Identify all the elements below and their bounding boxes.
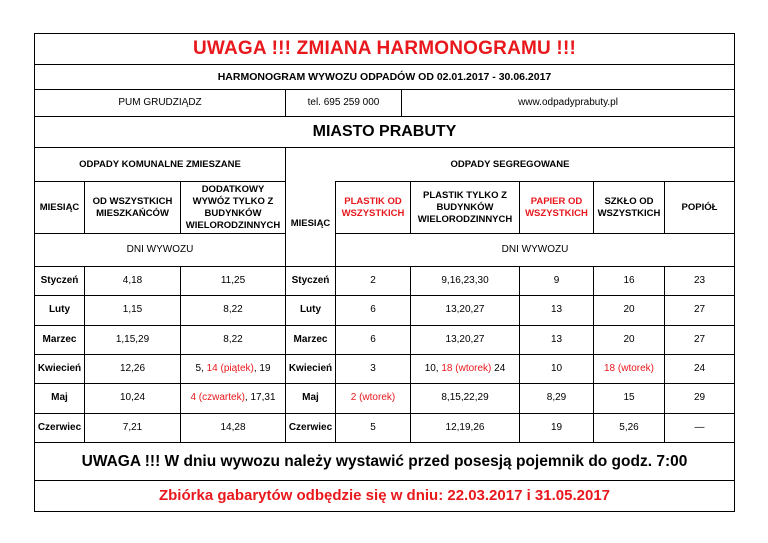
cell-text: 13 xyxy=(550,304,563,316)
ash-cell xyxy=(665,326,734,354)
plastic-multifamily-cell xyxy=(411,267,520,295)
glass-all-cell xyxy=(594,326,665,354)
cell-text: 24 xyxy=(693,363,706,375)
cell-text: 27 xyxy=(693,333,706,345)
cell-text: 11,25 xyxy=(220,275,246,287)
cell-text: 1,15,29 xyxy=(115,333,150,345)
plastic-multifamily-cell xyxy=(411,355,520,383)
city-row xyxy=(35,117,734,148)
cell-text: 20 xyxy=(623,333,635,345)
plastic-multifamily-cell xyxy=(411,326,520,354)
cell-text: 13,20,27 xyxy=(445,333,485,345)
bulky-collection-text: Zbiórka gabarytów odbędzie się w dniu: 22.03.2017 i 31.05.2017 xyxy=(158,487,611,504)
header-paper-all: PAPIER OD WSZYSTKICH xyxy=(520,181,594,233)
cell-text: 15 xyxy=(623,392,635,404)
plastic-all-cell xyxy=(336,267,411,295)
header-all-residents: OD WSZYSTKICH MIESZKAŃCÓW xyxy=(85,181,181,233)
cell-text: 4,18 xyxy=(122,275,143,287)
plastic-multifamily-cell xyxy=(411,414,520,442)
glass-all-cell xyxy=(594,267,665,295)
table-row xyxy=(35,267,734,296)
month-right-cell: Maj xyxy=(286,384,336,412)
month-cell: Styczeń xyxy=(35,267,85,295)
month-right-cell: Luty xyxy=(286,296,336,324)
all-residents-cell xyxy=(85,355,181,383)
plastic-all-cell xyxy=(336,326,411,354)
cell-text: 5,26 xyxy=(619,421,639,433)
extra-multifamily-cell xyxy=(181,384,286,412)
plastic-multifamily-cell xyxy=(411,296,520,324)
city-title: MIASTO PRABUTY xyxy=(312,123,457,140)
cell-text: , 17,31 xyxy=(244,392,276,404)
contact-row xyxy=(35,90,734,117)
paper-all-cell xyxy=(520,414,594,442)
page-title: UWAGA !!! ZMIANA HARMONOGRAMU !!! xyxy=(192,38,576,59)
subtitle-row xyxy=(35,65,734,90)
extra-multifamily-cell xyxy=(181,267,286,295)
header-plastic-all: PLASTIK OD WSZYSTKICH xyxy=(336,181,411,233)
all-residents-cell xyxy=(85,326,181,354)
cell-text: 8,15,22,29 xyxy=(441,392,489,404)
plastic-all-cell xyxy=(336,384,411,412)
cell-text: 10,24 xyxy=(119,392,146,404)
cell-text: 24 xyxy=(491,363,506,375)
cell-text: 1,15 xyxy=(122,304,143,316)
cell-text: 19 xyxy=(550,421,563,433)
glass-all-cell xyxy=(594,414,665,442)
plastic-all-cell xyxy=(336,296,411,324)
company-name: PUM GRUDZIĄDZ xyxy=(35,90,286,116)
paper-all-cell xyxy=(520,355,594,383)
cell-text: 18 (wtorek) xyxy=(603,363,654,375)
section-row xyxy=(35,148,734,181)
paper-all-cell xyxy=(520,267,594,295)
plastic-multifamily-cell xyxy=(411,384,520,412)
cell-text: , 19 xyxy=(253,363,271,375)
cell-text: 6 xyxy=(370,333,376,345)
schedule-sheet xyxy=(34,33,735,512)
extra-multifamily-cell xyxy=(181,296,286,324)
ash-cell xyxy=(665,296,734,324)
header-month-left: MIESIĄC xyxy=(35,181,85,233)
cell-text: 6 xyxy=(370,304,376,316)
cell-text: 7,21 xyxy=(122,421,143,433)
ash-cell xyxy=(665,355,734,383)
cell-text: 9,16,23,30 xyxy=(441,275,489,287)
cell-text: 10, xyxy=(424,363,442,375)
month-cell: Marzec xyxy=(35,326,85,354)
cell-text: 4 (czwartek) xyxy=(190,392,245,404)
table-row xyxy=(35,355,734,384)
glass-all-cell xyxy=(594,355,665,383)
header-month-right: MIESIĄC xyxy=(286,181,336,267)
cell-text: 5, xyxy=(195,363,207,375)
title-row xyxy=(35,34,734,65)
cell-text: 8,22 xyxy=(223,304,243,316)
cell-text: 14,28 xyxy=(220,421,246,433)
cell-text: 23 xyxy=(693,275,706,287)
all-residents-cell xyxy=(85,384,181,412)
month-right-cell: Kwiecień xyxy=(286,355,336,383)
paper-all-cell xyxy=(520,296,594,324)
cell-text: 9 xyxy=(553,275,560,287)
cell-text: 18 (wtorek) xyxy=(441,363,492,375)
days-label-row xyxy=(35,233,734,267)
cell-text: 20 xyxy=(623,304,635,316)
cell-text: 16 xyxy=(623,275,635,287)
cell-text: 2 xyxy=(370,275,376,287)
all-residents-cell xyxy=(85,267,181,295)
header-ash: POPIÓŁ xyxy=(665,181,734,233)
cell-text: 2 (wtorek) xyxy=(350,392,396,404)
cell-text: 13,20,27 xyxy=(445,304,485,316)
notice-text: UWAGA !!! W dniu wywozu należy wystawić przed posesją pojemnik do godz. 7:00 xyxy=(81,452,688,470)
month-right-cell: Czerwiec xyxy=(286,414,336,442)
cell-text: 8,22 xyxy=(223,333,243,345)
paper-all-cell xyxy=(520,384,594,412)
glass-all-cell xyxy=(594,384,665,412)
cell-text: 27 xyxy=(693,304,706,316)
table-row xyxy=(35,414,734,443)
plastic-all-cell xyxy=(336,414,411,442)
month-cell: Maj xyxy=(35,384,85,412)
extra-multifamily-cell xyxy=(181,326,286,354)
header-plastic-multifamily: PLASTIK TYLKO Z BUDYNKÓW WIELORODZINNYCH xyxy=(411,181,520,233)
glass-all-cell xyxy=(594,296,665,324)
cell-text: 12,26 xyxy=(119,363,146,375)
cell-text: 3 xyxy=(370,363,376,375)
website-link[interactable]: www.odpadyprabuty.pl xyxy=(518,97,618,108)
cell-text: 10 xyxy=(550,363,563,375)
month-cell: Luty xyxy=(35,296,85,324)
bulky-row xyxy=(35,481,734,511)
segregated-waste-section: ODPADY SEGREGOWANE xyxy=(450,158,570,170)
schedule-subtitle: HARMONOGRAM WYWOZU ODPADÓW OD 02.01.2017 - 30.06.2017 xyxy=(217,71,552,83)
phone-number: tel. 695 259 000 xyxy=(286,90,402,116)
notice-row xyxy=(35,443,734,481)
table-row xyxy=(35,326,734,355)
cell-text: 8,29 xyxy=(546,392,567,404)
ash-cell xyxy=(665,384,734,412)
extra-multifamily-cell xyxy=(181,355,286,383)
ash-cell xyxy=(665,267,734,295)
cell-text: 5 xyxy=(370,421,376,433)
extra-multifamily-cell xyxy=(181,414,286,442)
cell-text: 29 xyxy=(693,392,706,404)
mixed-waste-section: ODPADY KOMUNALNE ZMIESZANE xyxy=(35,148,286,181)
month-right-cell: Marzec xyxy=(286,326,336,354)
all-residents-cell xyxy=(85,296,181,324)
all-residents-cell xyxy=(85,414,181,442)
paper-all-cell xyxy=(520,326,594,354)
ash-cell xyxy=(665,414,734,442)
days-label-left: DNI WYWOZU xyxy=(35,233,286,266)
month-cell: Czerwiec xyxy=(35,414,85,442)
table-row xyxy=(35,296,734,325)
cell-text: 12,19,26 xyxy=(445,421,485,433)
table-row xyxy=(35,384,734,413)
header-glass-all: SZKŁO OD WSZYSTKICH xyxy=(594,181,665,233)
header-extra-multifamily: DODATKOWY WYWÓZ TYLKO Z BUDYNKÓW WIELORODZINNYCH xyxy=(181,181,286,233)
cell-text: 13 xyxy=(550,333,563,345)
cell-text: — xyxy=(694,421,705,433)
plastic-all-cell xyxy=(336,355,411,383)
month-right-cell: Styczeń xyxy=(286,267,336,295)
column-header-row xyxy=(35,181,734,233)
days-label-right: DNI WYWOZU xyxy=(336,233,734,266)
cell-text: 14 (piątek) xyxy=(206,363,254,375)
month-cell: Kwiecień xyxy=(35,355,85,383)
